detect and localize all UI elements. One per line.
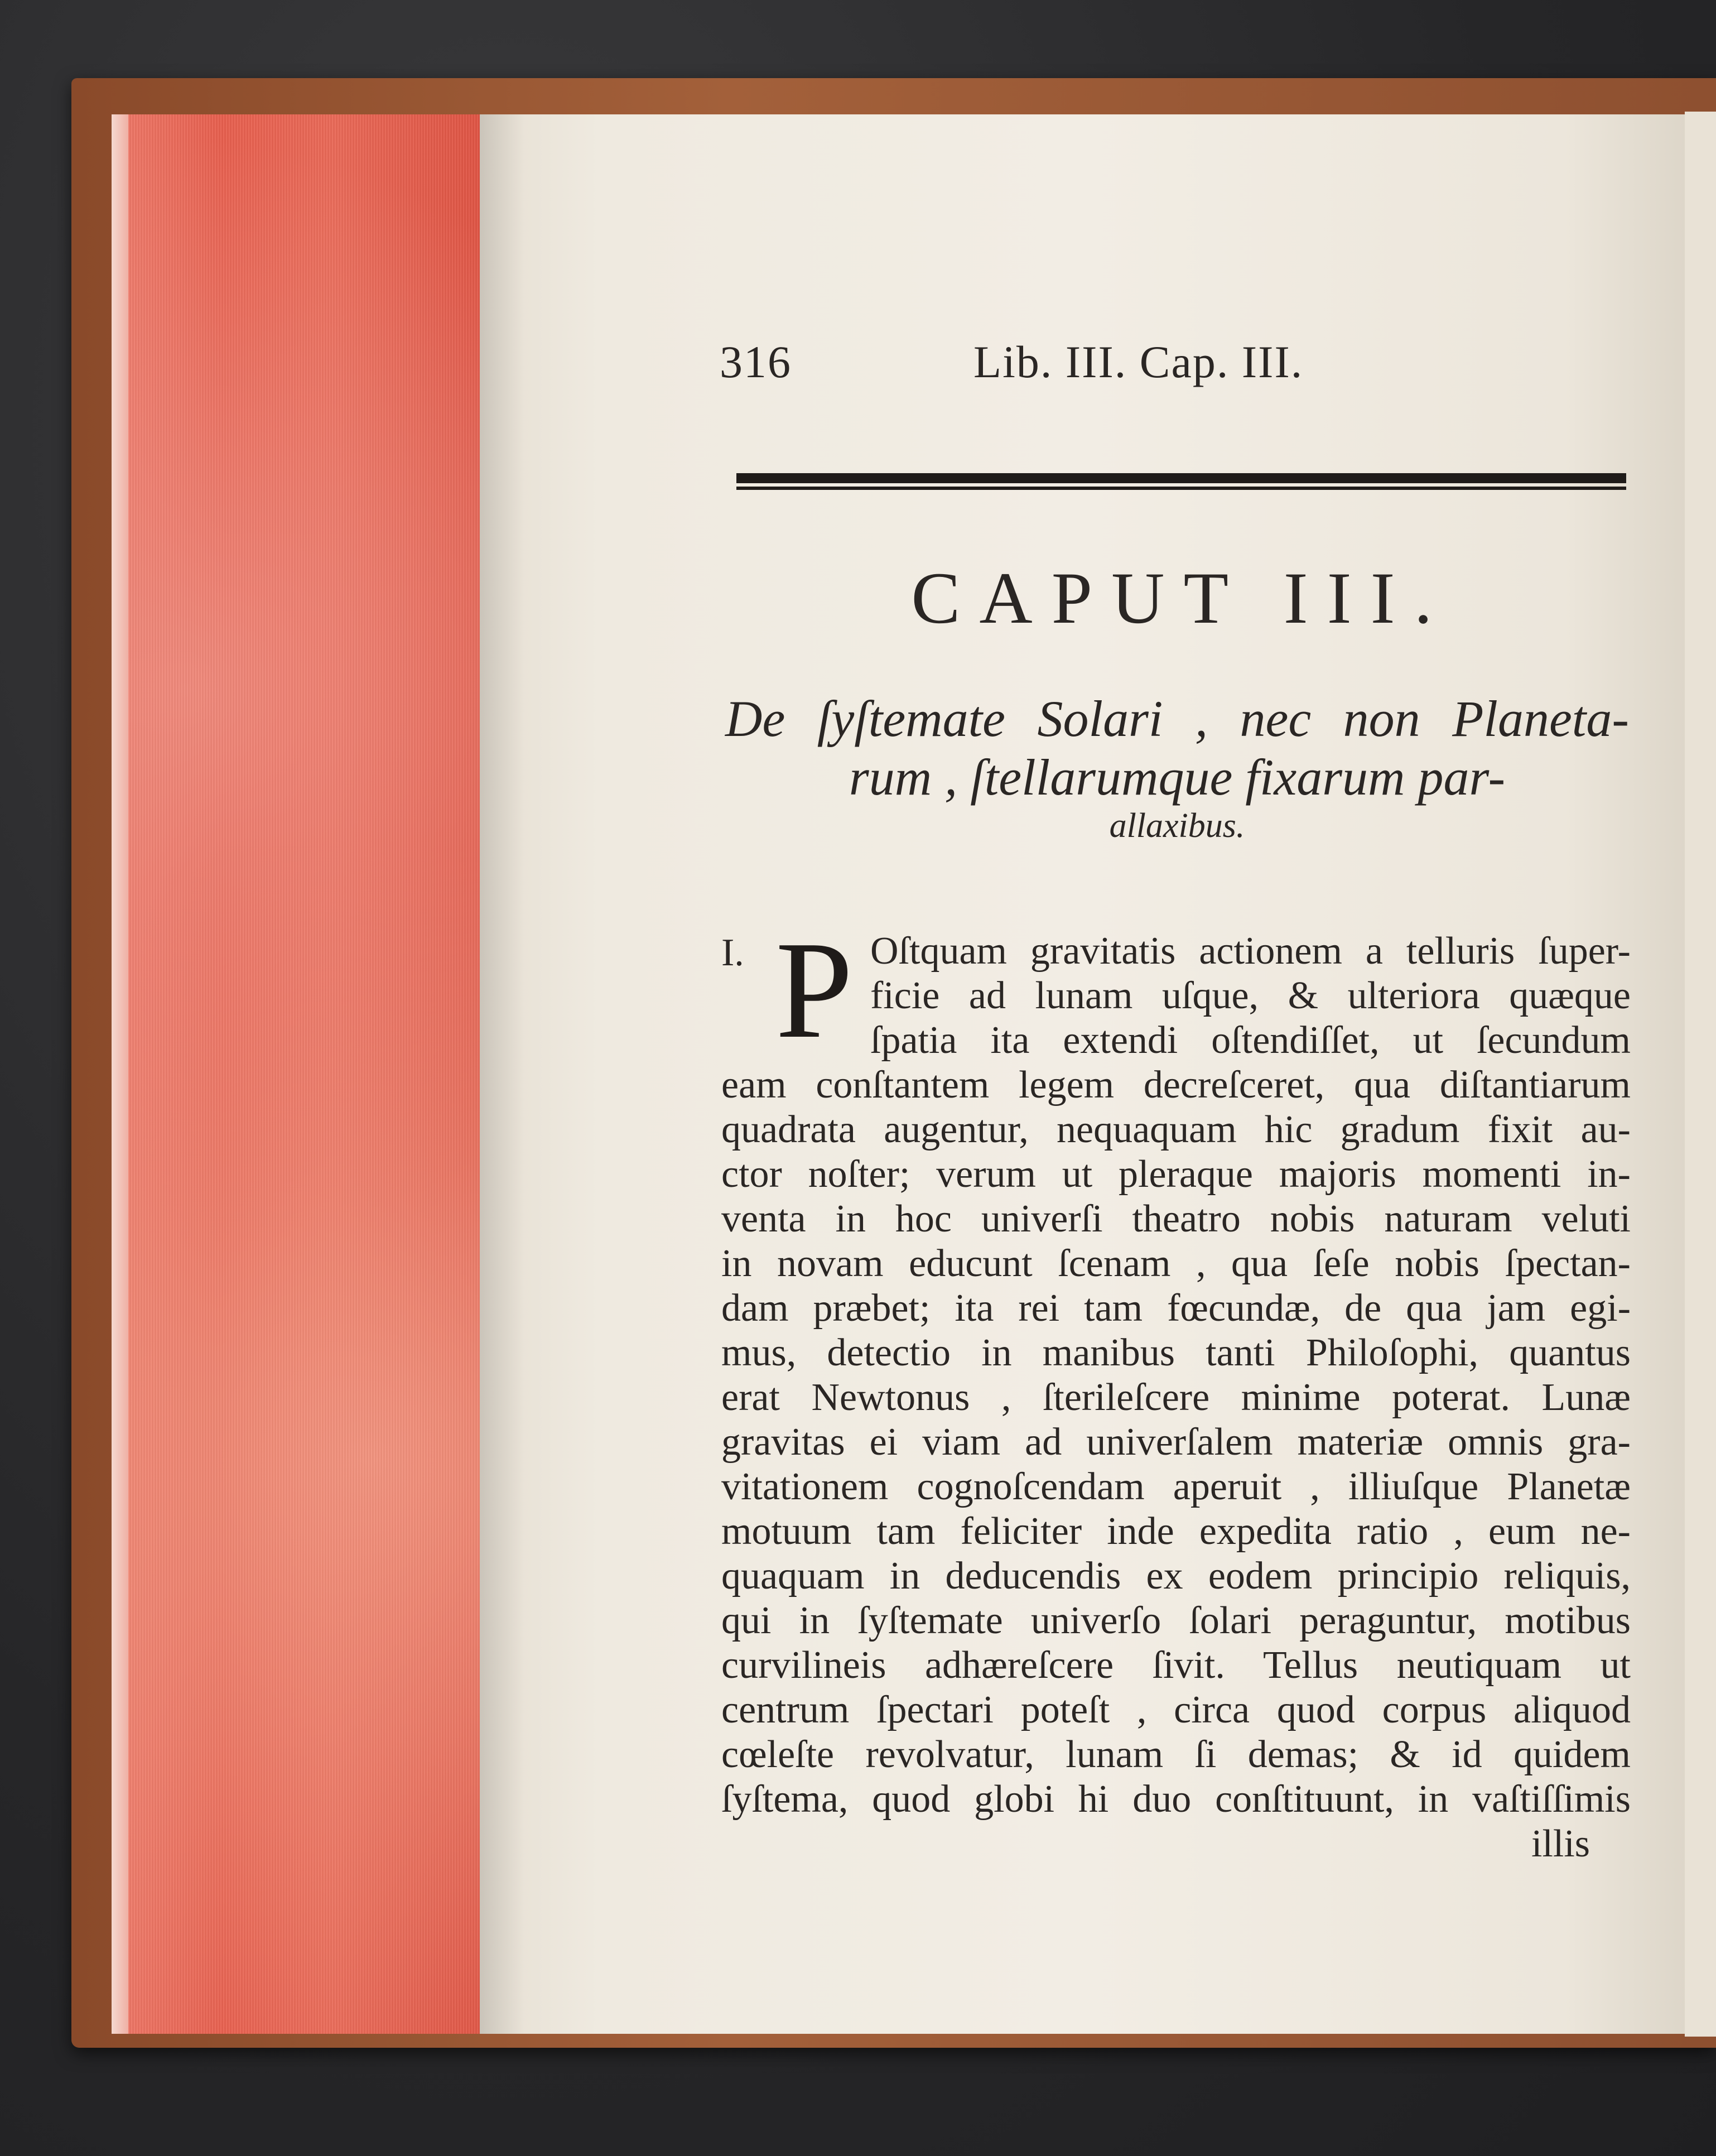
section-number: I. [721,931,744,974]
gutter-shadow [480,114,524,2034]
body-line: vitationem cognoſcendam aperuit , illiuſque Planetæ [721,1465,1631,1508]
body-line: motuum tam feliciter inde expedita ratio , eum ne- [721,1510,1631,1553]
body-line: ſpatia ita extendi oſtendiſſet, ut ſecundum [870,1019,1631,1062]
body-line: eam conſtantem legem decreſceret, qua diſtantiarum [721,1063,1631,1106]
body-line: quadrata augentur, nequaquam hic gradum fixit au- [721,1108,1631,1151]
body-line: ficie ad lunam uſque, & ulteriora quæque [870,974,1631,1017]
body-line: erat Newtonus , ſterileſcere minime poterat. Lunæ [721,1376,1631,1419]
drop-cap: P [775,913,854,1067]
chapter-subtitle-line: rum , ſtellarumque fixarum par- [849,749,1506,806]
running-head: Lib. III. Cap. III. [973,336,1304,387]
chapter-subtitle-line: De ſyſtemate Solari , nec non Planeta- [725,690,1629,747]
body-line: centrum ſpectari poteſt , circa quod corpus aliquod [721,1688,1631,1731]
page-number: 316 [720,336,792,387]
page-edges [112,114,480,2034]
body-line: gravitas ei viam ad univerſalem materiæ omnis gra- [721,1421,1631,1464]
body-line: venta in hoc univerſi theatro nobis naturam veluti [721,1197,1631,1240]
body-line: mus, detectio in manibus tanti Philoſophi, quantus [721,1331,1631,1374]
body-line: qui in ſyſtemate univerſo ſolari peraguntur, motibus [721,1599,1631,1642]
page-header [720,336,1640,392]
body-line: dam præbet; ita rei tam fœcundæ, de qua jam egi- [721,1287,1631,1330]
catchword: illis [1531,1822,1590,1865]
body-line: cœleſte revolvatur, lunam ſi demas; & id quidem [721,1733,1631,1776]
body-line: Oſtquam gravitatis actionem a telluris ſuper- [870,930,1631,973]
body-line: quaquam in deducendis ex eodem principio reliquis, [721,1555,1631,1597]
header-rule-thin [736,487,1626,490]
body-line: ctor noſter; verum ut pleraque majoris momenti in- [721,1153,1631,1196]
body-line: in novam educunt ſcenam , qua ſeſe nobis ſpectan- [721,1242,1631,1285]
facing-page-edge [1685,112,1716,2037]
chapter-subtitle-line: allaxibus. [1109,807,1245,845]
body-line: ſyſtema, quod globi hi duo conſtituunt, in vaſtiſſimis [721,1778,1631,1821]
header-rule-thick [736,473,1626,483]
body-line: curvilineis adhæreſcere ſivit. Tellus neutiquam ut [721,1644,1631,1687]
chapter-title: CAPUT III. [911,557,1452,639]
